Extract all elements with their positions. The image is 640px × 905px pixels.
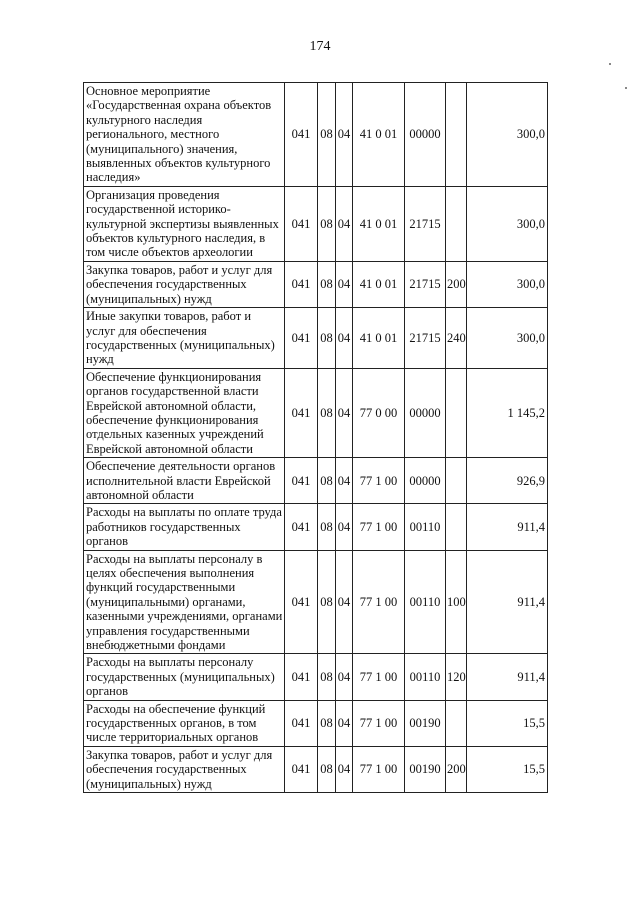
budget-table (83, 82, 548, 793)
subsection-code-cell: 04 (336, 746, 353, 792)
table-row (84, 186, 548, 261)
direction-code-cell: 21715 (405, 186, 446, 261)
ministry-code-cell: 041 (285, 504, 318, 550)
subsection-code-cell: 04 (336, 368, 353, 457)
amount-cell: 300,0 (467, 83, 548, 187)
program-code-cell: 77 1 00 (353, 654, 405, 700)
ministry-code-cell: 041 (285, 746, 318, 792)
amount-cell: 926,9 (467, 458, 548, 504)
ministry-code-cell: 041 (285, 83, 318, 187)
direction-code-cell: 00110 (405, 550, 446, 654)
table-row (84, 746, 548, 792)
row-name-cell: Расходы на выплаты персоналу в целях обеспечения выполнения функций государственными (муниципальными) органами, казенными учреждениями, органами управления государственными внебюджетными фондами (84, 550, 285, 654)
amount-cell: 300,0 (467, 186, 548, 261)
amount-cell: 911,4 (467, 550, 548, 654)
expense-type-cell: 120 (446, 654, 467, 700)
row-name-cell: Расходы на выплаты персоналу государственных (муниципальных) органов (84, 654, 285, 700)
row-name-cell: Обеспечение деятельности органов исполнительной власти Еврейской автономной области (84, 458, 285, 504)
table-row (84, 654, 548, 700)
scan-speck (625, 87, 627, 89)
program-code-cell: 41 0 01 (353, 308, 405, 369)
ministry-code-cell: 041 (285, 261, 318, 307)
program-code-cell: 77 1 00 (353, 504, 405, 550)
row-name-cell: Закупка товаров, работ и услуг для обеспечения государственных (муниципальных) нужд (84, 746, 285, 792)
section-code-cell: 08 (318, 746, 336, 792)
direction-code-cell: 00000 (405, 368, 446, 457)
direction-code-cell: 00110 (405, 654, 446, 700)
section-code-cell: 08 (318, 186, 336, 261)
ministry-code-cell: 041 (285, 550, 318, 654)
section-code-cell: 08 (318, 550, 336, 654)
subsection-code-cell: 04 (336, 458, 353, 504)
row-name-cell: Основное мероприятие «Государственная охрана объектов культурного наследия регионального, местного (муниципального) значения, выявленных объектов культурного наследия» (84, 83, 285, 187)
amount-cell: 300,0 (467, 308, 548, 369)
table-row (84, 504, 548, 550)
table-row (84, 700, 548, 746)
row-name-cell: Иные закупки товаров, работ и услуг для обеспечения государственных (муниципальных) нужд (84, 308, 285, 369)
subsection-code-cell: 04 (336, 308, 353, 369)
page-number: 174 (309, 39, 331, 54)
subsection-code-cell: 04 (336, 550, 353, 654)
subsection-code-cell: 04 (336, 700, 353, 746)
section-code-cell: 08 (318, 368, 336, 457)
section-code-cell: 08 (318, 700, 336, 746)
ministry-code-cell: 041 (285, 654, 318, 700)
amount-cell: 300,0 (467, 261, 548, 307)
row-name-cell: Расходы на обеспечение функций государственных органов, в том числе территориальных органов (84, 700, 285, 746)
ministry-code-cell: 041 (285, 186, 318, 261)
expense-type-cell (446, 368, 467, 457)
direction-code-cell: 00000 (405, 458, 446, 504)
subsection-code-cell: 04 (336, 504, 353, 550)
row-name-cell: Закупка товаров, работ и услуг для обеспечения государственных (муниципальных) нужд (84, 261, 285, 307)
direction-code-cell: 00190 (405, 746, 446, 792)
expense-type-cell: 240 (446, 308, 467, 369)
ministry-code-cell: 041 (285, 700, 318, 746)
section-code-cell: 08 (318, 654, 336, 700)
program-code-cell: 41 0 01 (353, 186, 405, 261)
row-name-cell: Организация проведения государственной историко-культурной экспертизы выявленных объектов культурного наследия, в том числе объектов археологии (84, 186, 285, 261)
direction-code-cell: 00110 (405, 504, 446, 550)
subsection-code-cell: 04 (336, 261, 353, 307)
expense-type-cell (446, 83, 467, 187)
table-row (84, 458, 548, 504)
program-code-cell: 41 0 01 (353, 83, 405, 187)
program-code-cell: 77 1 00 (353, 458, 405, 504)
amount-cell: 911,4 (467, 504, 548, 550)
direction-code-cell: 21715 (405, 308, 446, 369)
program-code-cell: 77 1 00 (353, 700, 405, 746)
direction-code-cell: 21715 (405, 261, 446, 307)
program-code-cell: 77 0 00 (353, 368, 405, 457)
expense-type-cell: 200 (446, 746, 467, 792)
subsection-code-cell: 04 (336, 186, 353, 261)
expense-type-cell: 200 (446, 261, 467, 307)
expense-type-cell (446, 700, 467, 746)
expense-type-cell: 100 (446, 550, 467, 654)
table-row (84, 83, 548, 187)
expense-type-cell (446, 458, 467, 504)
section-code-cell: 08 (318, 308, 336, 369)
scan-speck (609, 63, 611, 65)
amount-cell: 15,5 (467, 746, 548, 792)
subsection-code-cell: 04 (336, 654, 353, 700)
ministry-code-cell: 041 (285, 308, 318, 369)
subsection-code-cell: 04 (336, 83, 353, 187)
section-code-cell: 08 (318, 83, 336, 187)
table-row (84, 308, 548, 369)
section-code-cell: 08 (318, 458, 336, 504)
expense-type-cell (446, 504, 467, 550)
table-row (84, 550, 548, 654)
ministry-code-cell: 041 (285, 368, 318, 457)
direction-code-cell: 00000 (405, 83, 446, 187)
row-name-cell: Расходы на выплаты по оплате труда работников государственных органов (84, 504, 285, 550)
expense-type-cell (446, 186, 467, 261)
section-code-cell: 08 (318, 261, 336, 307)
amount-cell: 1 145,2 (467, 368, 548, 457)
table-body (84, 83, 548, 793)
amount-cell: 15,5 (467, 700, 548, 746)
ministry-code-cell: 041 (285, 458, 318, 504)
program-code-cell: 77 1 00 (353, 550, 405, 654)
table-row (84, 261, 548, 307)
program-code-cell: 77 1 00 (353, 746, 405, 792)
direction-code-cell: 00190 (405, 700, 446, 746)
table-row (84, 368, 548, 457)
section-code-cell: 08 (318, 504, 336, 550)
amount-cell: 911,4 (467, 654, 548, 700)
program-code-cell: 41 0 01 (353, 261, 405, 307)
row-name-cell: Обеспечение функционирования органов государственной власти Еврейской автономной области, обеспечение функционирования отдельных казенных учреждений Еврейской автономной области (84, 368, 285, 457)
